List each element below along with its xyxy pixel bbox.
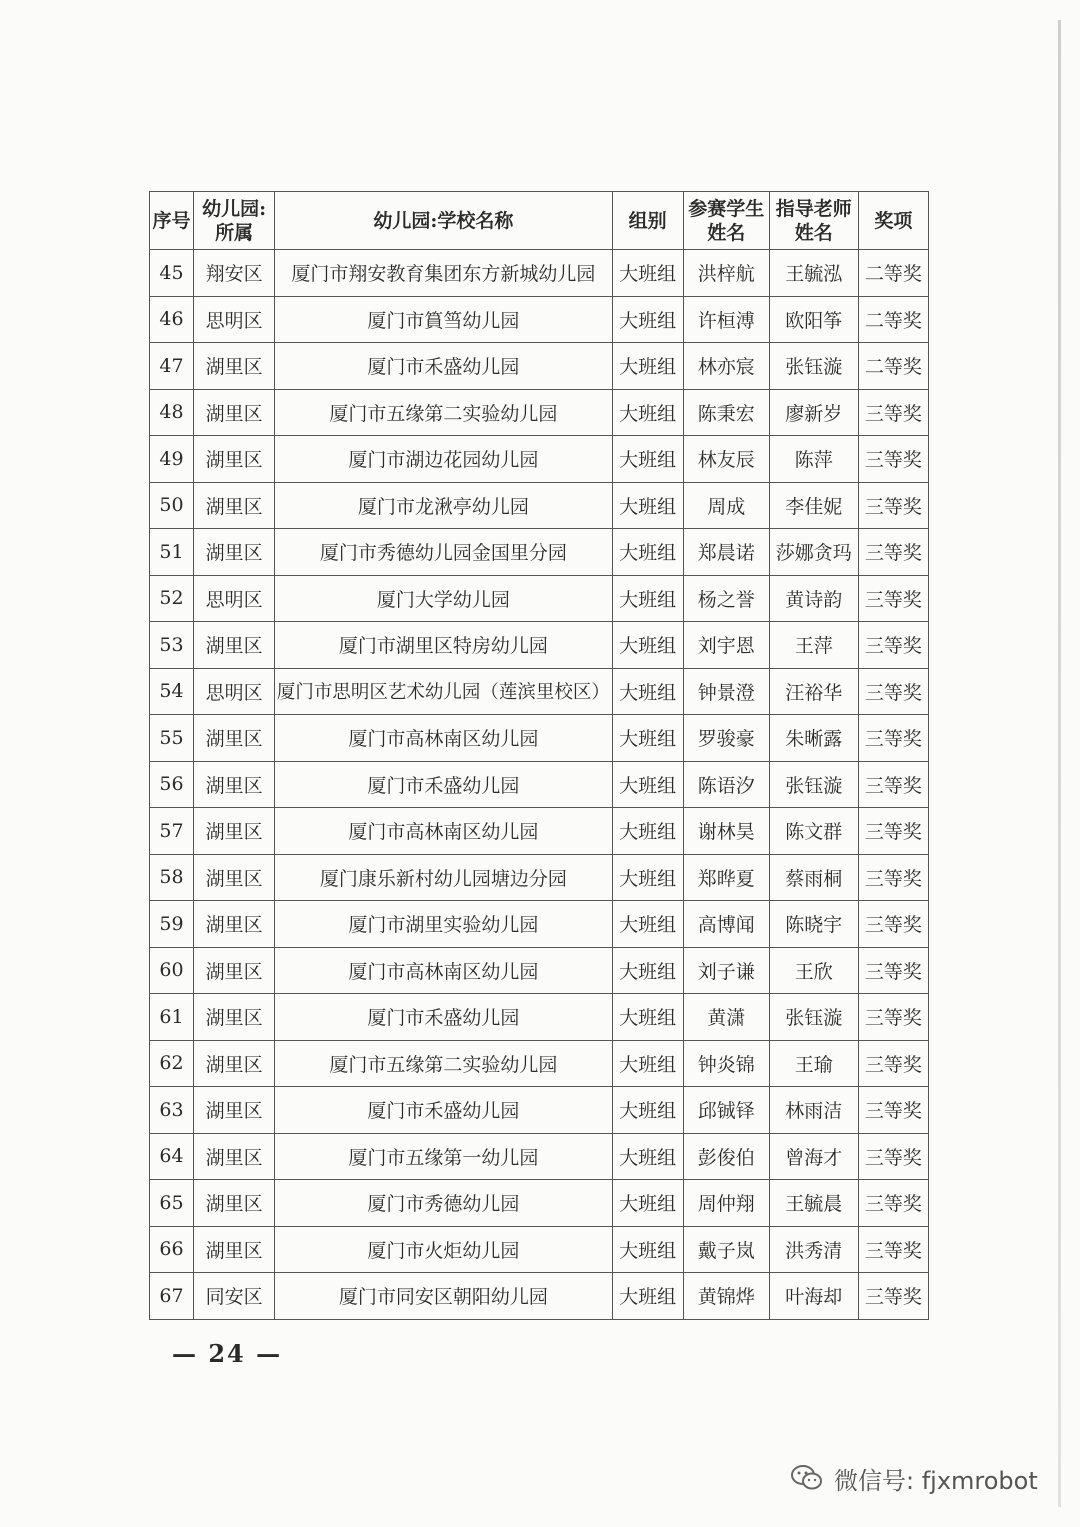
cell-district: 湖里区 bbox=[194, 901, 275, 948]
cell-district: 湖里区 bbox=[194, 389, 275, 436]
table-row bbox=[150, 901, 929, 948]
cell-teacher: 张钰漩 bbox=[769, 994, 858, 1041]
cell-district: 湖里区 bbox=[194, 1226, 275, 1273]
cell-no: 54 bbox=[150, 668, 194, 715]
cell-district: 湖里区 bbox=[194, 529, 275, 576]
table-body bbox=[150, 250, 929, 1320]
cell-no: 66 bbox=[150, 1226, 194, 1273]
cell-teacher: 黄诗韵 bbox=[769, 575, 858, 622]
cell-school: 厦门市五缘第二实验幼儿园 bbox=[275, 1040, 612, 1087]
cell-school: 厦门市高林南区幼儿园 bbox=[275, 808, 612, 855]
cell-student: 高博闻 bbox=[683, 901, 769, 948]
table-row bbox=[150, 436, 929, 483]
cell-district: 湖里区 bbox=[194, 947, 275, 994]
cell-award: 三等奖 bbox=[858, 389, 928, 436]
cell-no: 60 bbox=[150, 947, 194, 994]
cell-district: 湖里区 bbox=[194, 482, 275, 529]
cell-teacher: 王萍 bbox=[769, 622, 858, 669]
table-header-row bbox=[150, 192, 929, 250]
cell-group: 大班组 bbox=[612, 622, 683, 669]
cell-student: 戴子岚 bbox=[683, 1226, 769, 1273]
cell-school: 厦门市思明区艺术幼儿园（莲滨里校区） bbox=[275, 668, 612, 715]
cell-district: 湖里区 bbox=[194, 715, 275, 762]
cell-no: 56 bbox=[150, 761, 194, 808]
cell-school: 厦门市翔安教育集团东方新城幼儿园 bbox=[275, 250, 612, 297]
cell-school: 厦门市秀德幼儿园 bbox=[275, 1180, 612, 1227]
cell-teacher: 林雨洁 bbox=[769, 1087, 858, 1134]
cell-no: 58 bbox=[150, 854, 194, 901]
cell-student: 罗骏豪 bbox=[683, 715, 769, 762]
cell-award: 二等奖 bbox=[858, 250, 928, 297]
cell-district: 湖里区 bbox=[194, 343, 275, 390]
awards-table bbox=[149, 191, 929, 1320]
cell-teacher: 蔡雨桐 bbox=[769, 854, 858, 901]
cell-group: 大班组 bbox=[612, 1273, 683, 1320]
cell-teacher: 叶海却 bbox=[769, 1273, 858, 1320]
page-number: — 24 — bbox=[172, 1339, 283, 1368]
cell-student: 钟炎锦 bbox=[683, 1040, 769, 1087]
cell-no: 59 bbox=[150, 901, 194, 948]
cell-award: 三等奖 bbox=[858, 715, 928, 762]
cell-no: 62 bbox=[150, 1040, 194, 1087]
table-row bbox=[150, 389, 929, 436]
table-row bbox=[150, 1273, 929, 1320]
cell-student: 刘子谦 bbox=[683, 947, 769, 994]
cell-student: 刘宇恩 bbox=[683, 622, 769, 669]
cell-group: 大班组 bbox=[612, 529, 683, 576]
cell-student: 邱铖铎 bbox=[683, 1087, 769, 1134]
cell-district: 湖里区 bbox=[194, 622, 275, 669]
cell-school: 厦门市高林南区幼儿园 bbox=[275, 947, 612, 994]
cell-student: 周成 bbox=[683, 482, 769, 529]
cell-no: 57 bbox=[150, 808, 194, 855]
cell-school: 厦门市同安区朝阳幼儿园 bbox=[275, 1273, 612, 1320]
cell-award: 三等奖 bbox=[858, 436, 928, 483]
table-row bbox=[150, 1133, 929, 1180]
table-row bbox=[150, 529, 929, 576]
table-row bbox=[150, 808, 929, 855]
cell-award: 三等奖 bbox=[858, 1133, 928, 1180]
cell-teacher: 王瑜 bbox=[769, 1040, 858, 1087]
cell-award: 三等奖 bbox=[858, 1226, 928, 1273]
cell-no: 50 bbox=[150, 482, 194, 529]
cell-group: 大班组 bbox=[612, 250, 683, 297]
cell-teacher: 陈文群 bbox=[769, 808, 858, 855]
cell-group: 大班组 bbox=[612, 343, 683, 390]
wechat-icon bbox=[790, 1463, 824, 1493]
table-row bbox=[150, 622, 929, 669]
cell-group: 大班组 bbox=[612, 808, 683, 855]
cell-district: 湖里区 bbox=[194, 808, 275, 855]
cell-school: 厦门市龙湫亭幼儿园 bbox=[275, 482, 612, 529]
cell-award: 三等奖 bbox=[858, 482, 928, 529]
header-no: 序号 bbox=[150, 192, 194, 250]
cell-group: 大班组 bbox=[612, 1180, 683, 1227]
cell-no: 61 bbox=[150, 994, 194, 1041]
cell-award: 三等奖 bbox=[858, 575, 928, 622]
cell-student: 黄潇 bbox=[683, 994, 769, 1041]
cell-student: 周仲翔 bbox=[683, 1180, 769, 1227]
cell-no: 64 bbox=[150, 1133, 194, 1180]
cell-award: 三等奖 bbox=[858, 1040, 928, 1087]
cell-teacher: 陈萍 bbox=[769, 436, 858, 483]
cell-no: 48 bbox=[150, 389, 194, 436]
cell-school: 厦门市湖里实验幼儿园 bbox=[275, 901, 612, 948]
table-row bbox=[150, 715, 929, 762]
cell-student: 杨之誉 bbox=[683, 575, 769, 622]
cell-award: 三等奖 bbox=[858, 668, 928, 715]
cell-district: 思明区 bbox=[194, 668, 275, 715]
cell-district: 湖里区 bbox=[194, 761, 275, 808]
cell-award: 三等奖 bbox=[858, 1273, 928, 1320]
cell-school: 厦门市禾盛幼儿园 bbox=[275, 994, 612, 1041]
wechat-watermark bbox=[790, 1458, 1038, 1498]
cell-group: 大班组 bbox=[612, 482, 683, 529]
cell-teacher: 汪裕华 bbox=[769, 668, 858, 715]
cell-group: 大班组 bbox=[612, 668, 683, 715]
cell-student: 谢林昊 bbox=[683, 808, 769, 855]
cell-no: 67 bbox=[150, 1273, 194, 1320]
cell-no: 47 bbox=[150, 343, 194, 390]
cell-district: 湖里区 bbox=[194, 436, 275, 483]
table-row bbox=[150, 854, 929, 901]
cell-teacher: 欧阳筝 bbox=[769, 296, 858, 343]
table-row bbox=[150, 668, 929, 715]
table-row bbox=[150, 343, 929, 390]
cell-teacher: 陈晓宇 bbox=[769, 901, 858, 948]
watermark-text: 微信号: fjxmrobot bbox=[834, 1466, 1038, 1495]
cell-school: 厦门市湖里区特房幼儿园 bbox=[275, 622, 612, 669]
header-group: 组别 bbox=[612, 192, 683, 250]
cell-award: 三等奖 bbox=[858, 1087, 928, 1134]
cell-group: 大班组 bbox=[612, 1226, 683, 1273]
header-award: 奖项 bbox=[858, 192, 928, 250]
cell-group: 大班组 bbox=[612, 1087, 683, 1134]
cell-group: 大班组 bbox=[612, 761, 683, 808]
cell-district: 同安区 bbox=[194, 1273, 275, 1320]
table-row bbox=[150, 1040, 929, 1087]
page-edge-line bbox=[1058, 20, 1061, 1507]
cell-district: 湖里区 bbox=[194, 854, 275, 901]
cell-award: 三等奖 bbox=[858, 529, 928, 576]
cell-district: 湖里区 bbox=[194, 1133, 275, 1180]
cell-no: 46 bbox=[150, 296, 194, 343]
cell-award: 三等奖 bbox=[858, 808, 928, 855]
cell-award: 三等奖 bbox=[858, 622, 928, 669]
cell-group: 大班组 bbox=[612, 1133, 683, 1180]
cell-school: 厦门市五缘第一幼儿园 bbox=[275, 1133, 612, 1180]
cell-group: 大班组 bbox=[612, 1040, 683, 1087]
cell-award: 三等奖 bbox=[858, 947, 928, 994]
cell-group: 大班组 bbox=[612, 296, 683, 343]
cell-no: 55 bbox=[150, 715, 194, 762]
cell-school: 厦门市禾盛幼儿园 bbox=[275, 761, 612, 808]
table-row bbox=[150, 1226, 929, 1273]
cell-group: 大班组 bbox=[612, 854, 683, 901]
cell-school: 厦门大学幼儿园 bbox=[275, 575, 612, 622]
cell-school: 厦门市五缘第二实验幼儿园 bbox=[275, 389, 612, 436]
cell-student: 洪梓航 bbox=[683, 250, 769, 297]
cell-student: 林友辰 bbox=[683, 436, 769, 483]
cell-award: 三等奖 bbox=[858, 901, 928, 948]
cell-no: 49 bbox=[150, 436, 194, 483]
cell-group: 大班组 bbox=[612, 994, 683, 1041]
cell-teacher: 王毓晨 bbox=[769, 1180, 858, 1227]
cell-teacher: 李佳妮 bbox=[769, 482, 858, 529]
table-row bbox=[150, 947, 929, 994]
cell-group: 大班组 bbox=[612, 575, 683, 622]
cell-district: 思明区 bbox=[194, 575, 275, 622]
cell-award: 二等奖 bbox=[858, 343, 928, 390]
cell-district: 思明区 bbox=[194, 296, 275, 343]
cell-school: 厦门市秀德幼儿园金国里分园 bbox=[275, 529, 612, 576]
cell-teacher: 王毓泓 bbox=[769, 250, 858, 297]
table-row bbox=[150, 296, 929, 343]
cell-student: 郑晨诺 bbox=[683, 529, 769, 576]
cell-school: 厦门市篔筜幼儿园 bbox=[275, 296, 612, 343]
cell-teacher: 莎娜贪玛 bbox=[769, 529, 858, 576]
header-teacher: 指导老师姓名 bbox=[769, 192, 858, 250]
table-row bbox=[150, 250, 929, 297]
cell-school: 厦门市湖边花园幼儿园 bbox=[275, 436, 612, 483]
table-row bbox=[150, 994, 929, 1041]
cell-no: 65 bbox=[150, 1180, 194, 1227]
cell-award: 三等奖 bbox=[858, 761, 928, 808]
cell-award: 三等奖 bbox=[858, 994, 928, 1041]
cell-school: 厦门康乐新村幼儿园塘边分园 bbox=[275, 854, 612, 901]
cell-group: 大班组 bbox=[612, 715, 683, 762]
cell-school: 厦门市火炬幼儿园 bbox=[275, 1226, 612, 1273]
cell-district: 湖里区 bbox=[194, 1180, 275, 1227]
cell-teacher: 曾海才 bbox=[769, 1133, 858, 1180]
cell-district: 翔安区 bbox=[194, 250, 275, 297]
cell-district: 湖里区 bbox=[194, 1040, 275, 1087]
header-district: 幼儿园:所属 bbox=[194, 192, 275, 250]
cell-student: 林亦宸 bbox=[683, 343, 769, 390]
cell-student: 彭俊伯 bbox=[683, 1133, 769, 1180]
table-row bbox=[150, 761, 929, 808]
cell-student: 黄锦烨 bbox=[683, 1273, 769, 1320]
table-row bbox=[150, 1180, 929, 1227]
cell-school: 厦门市高林南区幼儿园 bbox=[275, 715, 612, 762]
cell-teacher: 张钰漩 bbox=[769, 343, 858, 390]
cell-student: 郑晔夏 bbox=[683, 854, 769, 901]
cell-teacher: 朱晰露 bbox=[769, 715, 858, 762]
cell-school: 厦门市禾盛幼儿园 bbox=[275, 343, 612, 390]
cell-award: 二等奖 bbox=[858, 296, 928, 343]
header-student: 参赛学生姓名 bbox=[683, 192, 769, 250]
cell-teacher: 王欣 bbox=[769, 947, 858, 994]
header-school: 幼儿园:学校名称 bbox=[275, 192, 612, 250]
cell-no: 63 bbox=[150, 1087, 194, 1134]
cell-group: 大班组 bbox=[612, 436, 683, 483]
cell-award: 三等奖 bbox=[858, 854, 928, 901]
cell-award: 三等奖 bbox=[858, 1180, 928, 1227]
table-row bbox=[150, 482, 929, 529]
cell-school: 厦门市禾盛幼儿园 bbox=[275, 1087, 612, 1134]
cell-student: 钟景澄 bbox=[683, 668, 769, 715]
cell-district: 湖里区 bbox=[194, 994, 275, 1041]
cell-student: 许桓溥 bbox=[683, 296, 769, 343]
cell-group: 大班组 bbox=[612, 901, 683, 948]
cell-no: 52 bbox=[150, 575, 194, 622]
table-row bbox=[150, 1087, 929, 1134]
cell-no: 53 bbox=[150, 622, 194, 669]
table-row bbox=[150, 575, 929, 622]
cell-district: 湖里区 bbox=[194, 1087, 275, 1134]
cell-no: 51 bbox=[150, 529, 194, 576]
cell-teacher: 廖新岁 bbox=[769, 389, 858, 436]
cell-no: 45 bbox=[150, 250, 194, 297]
cell-group: 大班组 bbox=[612, 389, 683, 436]
cell-student: 陈语汐 bbox=[683, 761, 769, 808]
cell-group: 大班组 bbox=[612, 947, 683, 994]
cell-teacher: 洪秀清 bbox=[769, 1226, 858, 1273]
cell-student: 陈秉宏 bbox=[683, 389, 769, 436]
cell-teacher: 张钰漩 bbox=[769, 761, 858, 808]
